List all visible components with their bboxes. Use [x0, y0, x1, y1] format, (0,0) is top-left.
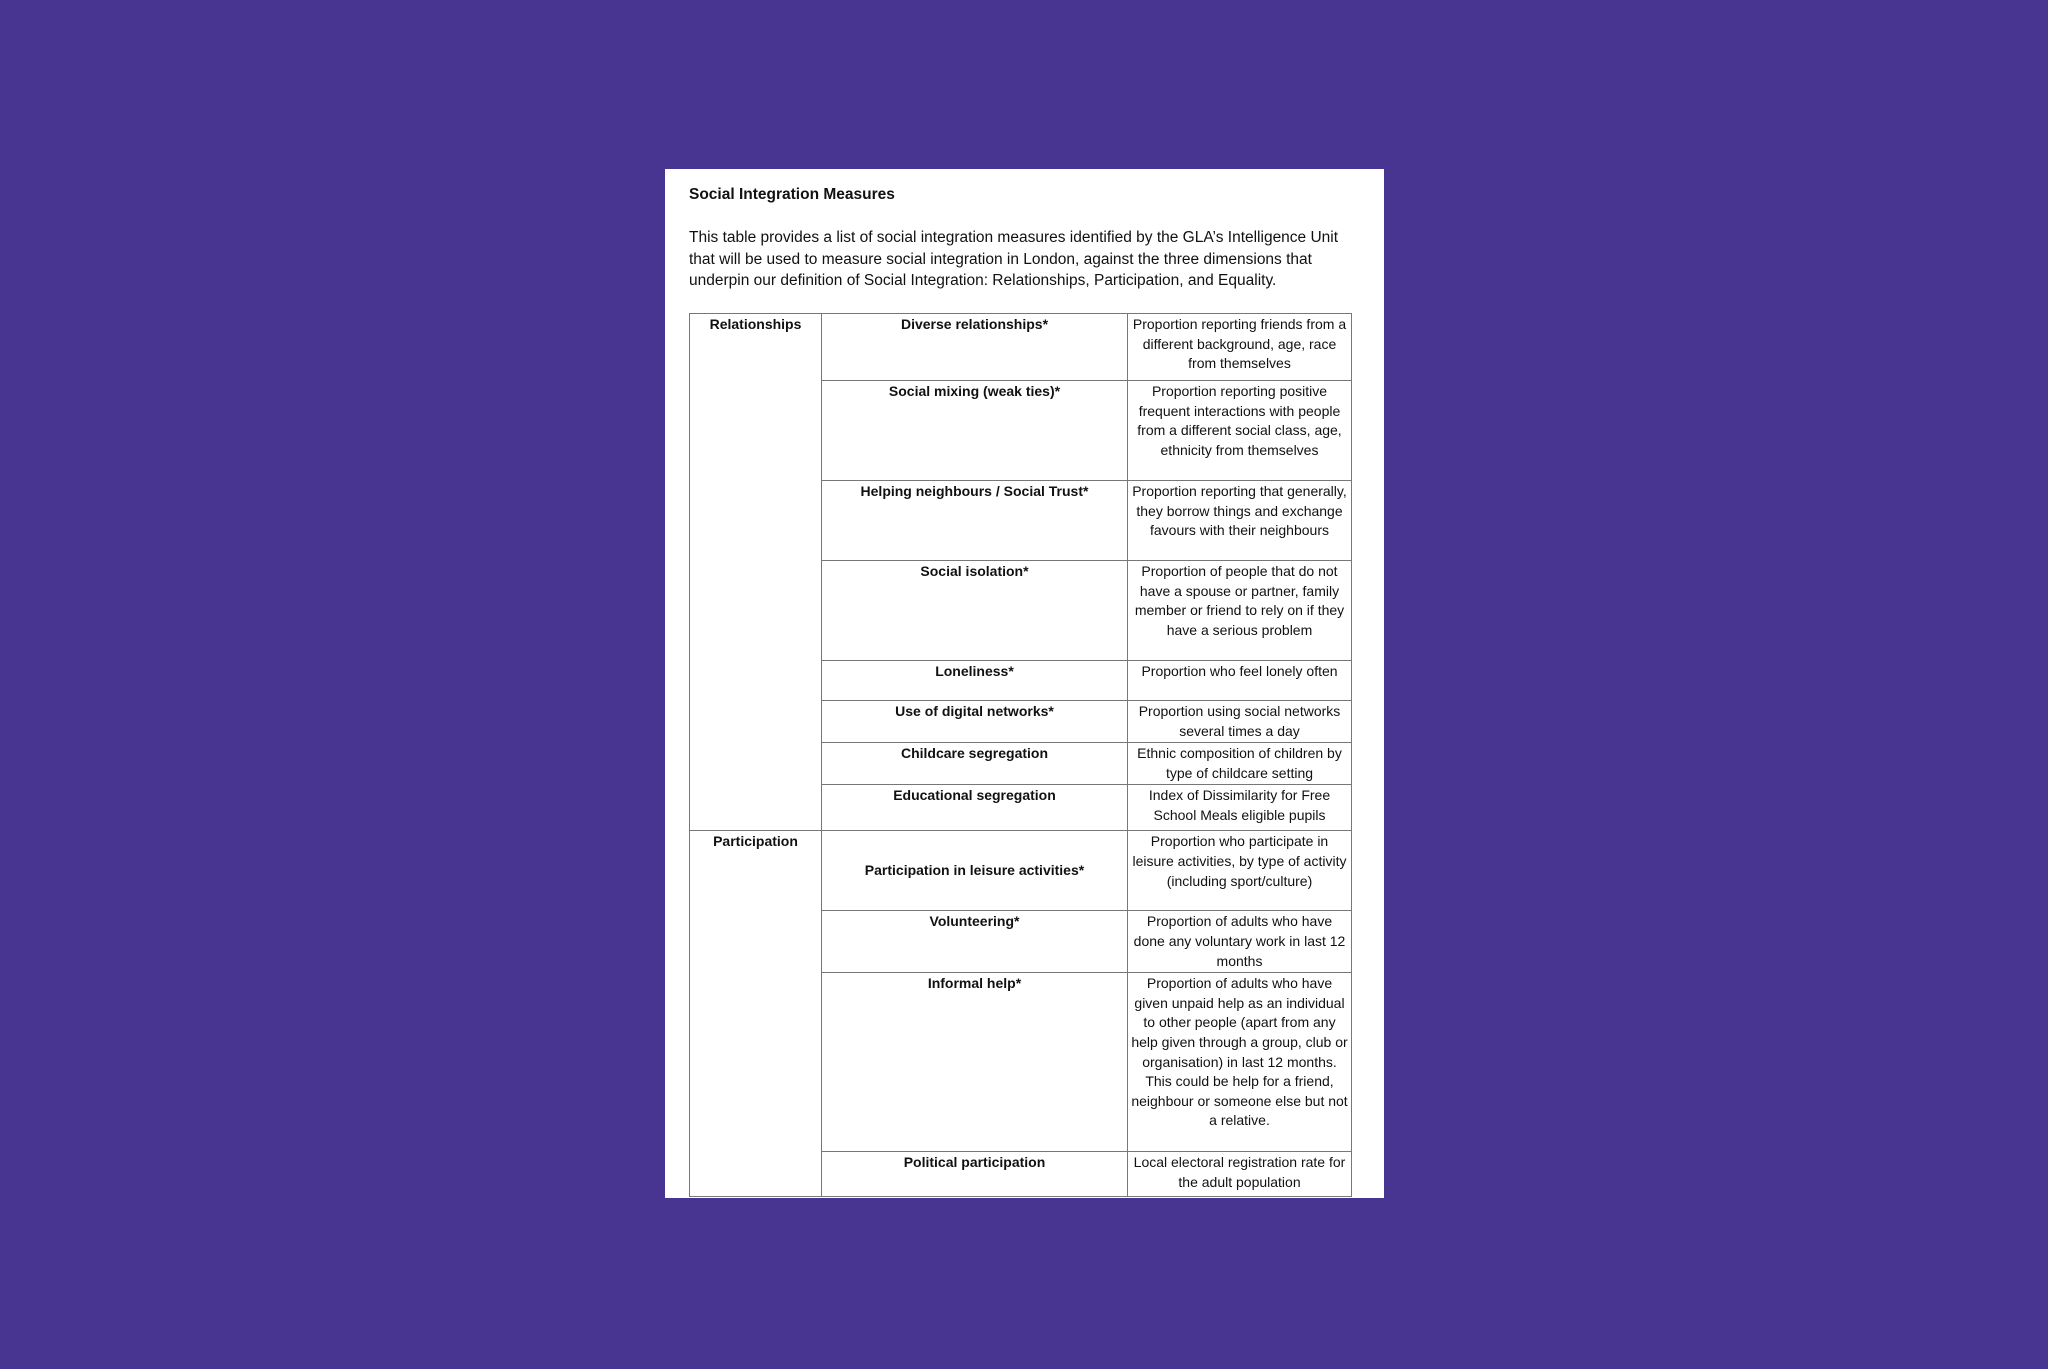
description-cell: Proportion reporting that generally, they borrow things and exchange favours with their neighbours: [1128, 481, 1352, 561]
table-row: [690, 831, 1352, 911]
measure-cell: Use of digital networks*: [822, 701, 1128, 743]
measure-cell: Volunteering*: [822, 911, 1128, 973]
document-page: [665, 169, 1384, 1198]
measure-cell: Educational segregation: [822, 785, 1128, 831]
description-cell: Proportion who feel lonely often: [1128, 661, 1352, 701]
measure-cell: Helping neighbours / Social Trust*: [822, 481, 1128, 561]
description-cell: Proportion of adults who have given unpaid help as an individual to other people (apart from any help given through a group, club or organisation) in last 12 months. This could be help for a friend, neighbour or someone else but not a relative.: [1128, 973, 1352, 1152]
description-cell: Proportion of adults who have done any voluntary work in last 12 months: [1128, 911, 1352, 973]
measure-cell: Informal help*: [822, 973, 1128, 1152]
dimension-cell-participation: Participation: [690, 831, 822, 1197]
description-cell: Proportion reporting friends from a different background, age, race from themselves: [1128, 314, 1352, 381]
description-cell: Proportion using social networks several times a day: [1128, 701, 1352, 743]
measure-cell: Childcare segregation: [822, 743, 1128, 785]
measure-cell: Social isolation*: [822, 561, 1128, 661]
measures-table: [689, 313, 1352, 1197]
description-cell: Local electoral registration rate for the adult population: [1128, 1152, 1352, 1197]
measure-cell: Loneliness*: [822, 661, 1128, 701]
description-cell: Proportion reporting positive frequent interactions with people from a different social class, age, ethnicity from themselves: [1128, 381, 1352, 481]
measure-cell: Participation in leisure activities*: [822, 831, 1128, 911]
intro-paragraph: This table provides a list of social integration measures identified by the GLA’s Intelligence Unit that will be used to measure social integration in London, against the three dimensions that underpin our definition of Social Integration: Relationships, Participation, and Equality.: [689, 229, 1339, 289]
measure-cell: Political participation: [822, 1152, 1128, 1197]
description-cell: Ethnic composition of children by type of childcare setting: [1128, 743, 1352, 785]
table-row: [690, 314, 1352, 381]
document-title: Social Integration Measures: [689, 186, 895, 203]
measure-cell: Diverse relationships*: [822, 314, 1128, 381]
description-cell: Proportion who participate in leisure activities, by type of activity (including sport/culture): [1128, 831, 1352, 911]
dimension-cell-relationships: Relationships: [690, 314, 822, 831]
description-cell: Proportion of people that do not have a spouse or partner, family member or friend to rely on if they have a serious problem: [1128, 561, 1352, 661]
measure-cell: Social mixing (weak ties)*: [822, 381, 1128, 481]
description-cell: Index of Dissimilarity for Free School Meals eligible pupils: [1128, 785, 1352, 831]
